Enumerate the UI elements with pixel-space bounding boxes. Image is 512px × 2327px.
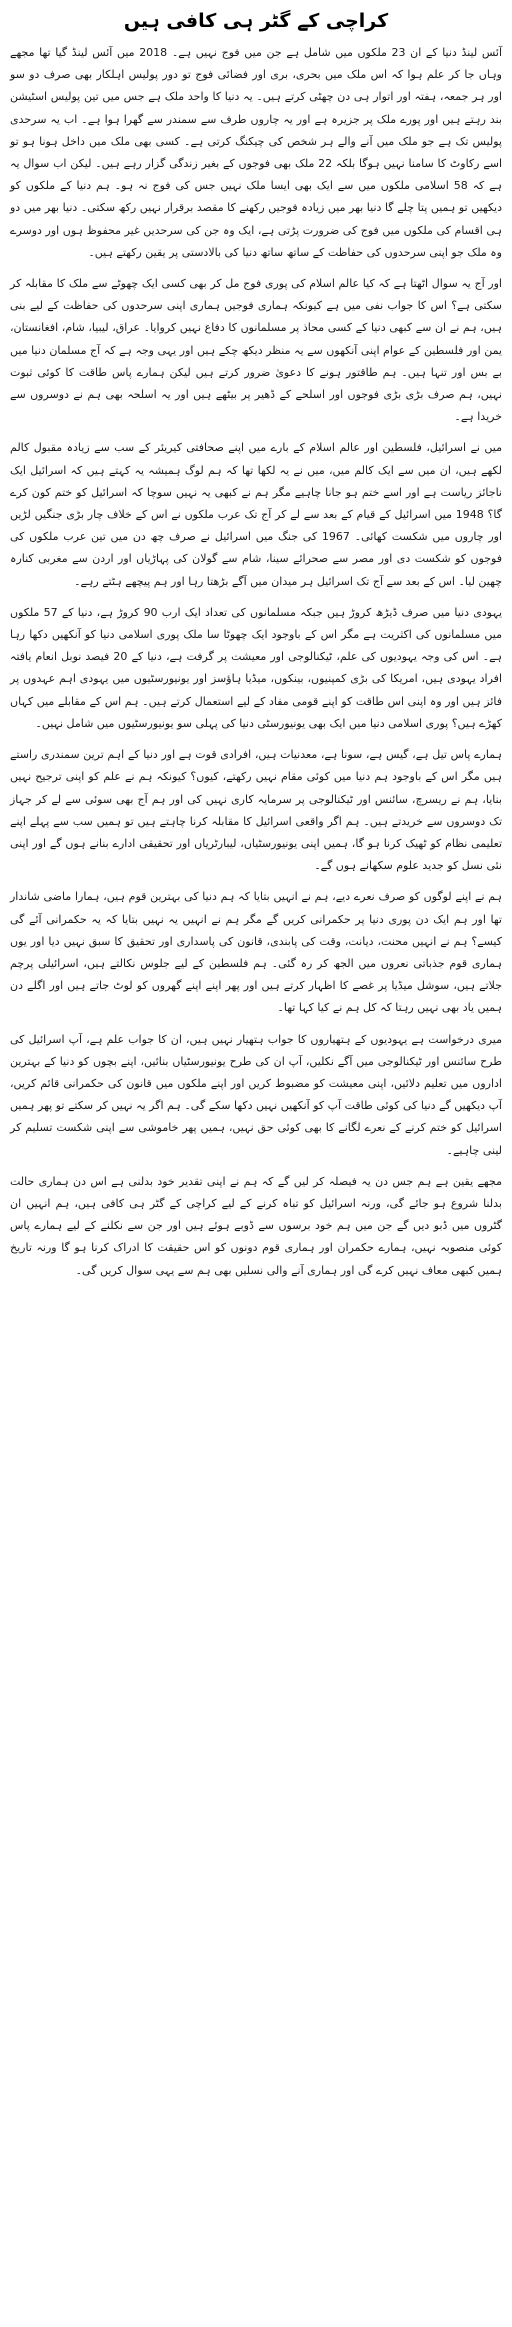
article-title: کراچی کے گٹر ہی کافی ہیں — [123, 10, 389, 32]
article-paragraph-7: میری درخواست ہے یہودیوں کے ہتھیاروں کا جواب ہتھیار نہیں ہیں، ان کا جواب علم ہے، آپ اسرائیل کی طرح سائنس اور ٹیکنالوجی میں آگے نکلیں، آپ ان کی طرح یونیورسٹیاں بنائیں، اپنے بچوں کو دنیا کے بہترین اداروں میں تعلیم دلائیں، اپنی معیشت کو مضبوط کریں اور اپنے ملکوں میں قانون کی حکمرانی قائم کریں، آپ دیکھیں گے دنیا کی کوئی طاقت آپ کو آنکھیں نہیں دکھا سکے گی۔ ہم اگر یہ نہیں کر سکتے تو پھر ہمیں اسرائیل کو ختم کرنے کے نعرے لگانے کا بھی کوئی حق نہیں، ہمیں پھر خاموشی سے اپنی شکست تسلیم کر لینی چاہیے۔ — [10, 1032, 502, 1157]
article-paragraph-3: میں نے اسرائیل، فلسطین اور عالم اسلام کے بارے میں اپنے صحافتی کیریئر کے سب سے زیادہ مقبول کالم لکھے ہیں، ان میں سے ایک کالم میں، میں نے یہ لکھا تھا کہ ہم لوگ ہمیشہ یہ کہتے ہیں کہ اسرائیل ایک ناجائز ریاست ہے اور اسے ختم ہو جانا چاہیے مگر ہم نے کبھی یہ نہیں سوچا کہ اسرائیل کو ختم کون کرے گا؟ 1948 میں اسرائیل کے قیام کے بعد سے لے کر آج تک عرب ملکوں نے اس کے خلاف چار بڑی جنگیں لڑیں اور چاروں میں شکست کھائی۔ 1967 کی جنگ میں اسرائیل نے صرف چھ دن میں تین عرب ملکوں کی فوجوں کو شکست دی اور مصر سے صحرائے سینا، شام سے گولان کی پہاڑیاں اور اردن سے مغربی کنارہ چھین لیا۔ اس کے بعد سے آج تک اسرائیل ہر میدان میں آگے بڑھتا رہا اور ہم پیچھے ہٹتے رہے۔ — [10, 441, 503, 588]
article-paragraph-4: یہودی دنیا میں صرف ڈیڑھ کروڑ ہیں جبکہ مسلمانوں کی تعداد ایک ارب 90 کروڑ ہے، دنیا کے 57 ملکوں میں مسلمانوں کی اکثریت ہے مگر اس کے باوجود ایک چھوٹا سا ملک پوری اسلامی دنیا کو آنکھیں دکھا رہا ہے۔ اس کی وجہ یہودیوں کی علم، ٹیکنالوجی اور معیشت پر گرفت ہے، دنیا کے 20 فیصد نوبل انعام یافتہ افراد یہودی ہیں، امریکا کی بڑی کمپنیوں، بینکوں، میڈیا ہاؤسز اور یونیورسٹیوں میں یہودی اہم عہدوں پر فائز ہیں اور وہ اپنی اس طاقت کو اپنے قومی مفاد کے لیے استعمال کرتے ہیں۔ ہم اس کے مقابلے میں کہاں کھڑے ہیں؟ پوری اسلامی دنیا میں ایک بھی یونیورسٹی دنیا کی پہلی سو یونیورسٹیوں میں شامل نہیں۔ — [10, 605, 503, 730]
article-paragraph-5: ہمارے پاس تیل ہے، گیس ہے، سونا ہے، معدنیات ہیں، افرادی قوت ہے اور دنیا کے اہم ترین سمندری راستے ہیں مگر اس کے باوجود ہم دنیا میں کوئی مقام نہیں رکھتے، کیوں؟ کیونکہ ہم نے علم کو اپنی ترجیح نہیں بنایا، ہم نے ریسرچ، سائنس اور ٹیکنالوجی پر سرمایہ کاری نہیں کی اور ہم آج بھی سوئی سے لے کر جہاز تک دوسروں سے خریدتے ہیں۔ ہم اگر واقعی اسرائیل کا مقابلہ کرنا چاہتے ہیں تو ہمیں سب سے پہلے اپنے تعلیمی نظام کو ٹھیک کرنا ہو گا، ہمیں اپنی یونیورسٹیاں، لیبارٹریاں اور تحقیقی ادارے بنانے ہوں گے اور اپنی نئی نسل کو جدید علوم سکھانے ہوں گے۔ — [10, 748, 502, 873]
article-paragraph-2: اور آج یہ سوال اٹھتا ہے کہ کیا عالم اسلام کی پوری فوج مل کر بھی کسی ایک چھوٹے سے ملک کا مقابلہ کر سکتی ہے؟ اس کا جواب نفی میں ہے کیونکہ ہماری فوجیں ہماری اپنی سرحدوں کی حفاظت کے لیے بنی ہیں، ہم نے ان سے کبھی دنیا کے کسی محاذ پر مسلمانوں کا دفاع نہیں کروایا۔ عراق، لیبیا، شام، افغانستان، یمن اور فلسطین کے عوام اپنی آنکھوں سے یہ منظر دیکھ چکے ہیں اور یہی وجہ ہے کہ آج مسلمان دنیا میں بے بس اور تنہا ہیں۔ ہم طاقتور ہونے کا دعویٰ ضرور کرتے ہیں لیکن ہمارے پاس طاقت کا کوئی ثبوت نہیں، ہم صرف بڑی بڑی فوجوں اور اسلحے کے ڈھیر پر بیٹھے ہیں اور یہ اسلحہ بھی ہم نے دوسروں سے خریدا ہے۔ — [10, 277, 502, 424]
article-body — [10, 42, 502, 1282]
article-paragraph-6: ہم نے اپنے لوگوں کو صرف نعرے دیے، ہم نے انہیں بتایا کہ ہم دنیا کی بہترین قوم ہیں، ہمارا ماضی شاندار تھا اور ہم ایک دن پوری دنیا پر حکمرانی کریں گے مگر ہم نے انہیں یہ نہیں بتایا کہ یہ حکمرانی آئے گی کیسے؟ ہم نے انہیں محنت، دیانت، وقت کی پابندی، قانون کی پاسداری اور تحقیق کا سبق نہیں دیا اور یوں ہماری قوم جذباتی نعروں میں الجھ کر رہ گئی۔ ہم فلسطین کے لیے جلوس نکالتے ہیں، اسرائیلی پرچم جلاتے ہیں، سوشل میڈیا پر غصے کا اظہار کرتے ہیں اور پھر اپنے اپنے گھروں کو لوٹ جاتے ہیں اور اگلے دن ہمیں یاد بھی نہیں رہتا کہ کل ہم نے کیا کہا تھا۔ — [10, 890, 502, 1015]
article-paragraph-8: مجھے یقین ہے ہم جس دن یہ فیصلہ کر لیں گے کہ ہم نے اپنی تقدیر خود بدلنی ہے اس دن ہماری حالت بدلنا شروع ہو جائے گی، ورنہ اسرائیل کو تباہ کرنے کے لیے کراچی کے گٹر ہی کافی ہیں، ہم انہیں ان گٹروں میں ڈبو دیں گے جن میں ہم خود برسوں سے ڈوبے ہوئے ہیں اور جن سے نکلنے کے لیے ہمارے پاس کوئی منصوبہ نہیں، ہمارے حکمران اور ہماری قوم دونوں کو اس حقیقت کا ادراک کرنا ہو گا ورنہ تاریخ ہمیں کبھی معاف نہیں کرے گی اور ہماری آنے والی نسلیں بھی ہم سے یہی سوال کریں گی۔ — [10, 1174, 502, 1277]
article-paragraph-1: آئس لینڈ دنیا کے ان 23 ملکوں میں شامل ہے جن میں فوج نہیں ہے۔ 2018 میں آئس لینڈ گیا تھا مجھے وہاں جا کر علم ہوا کہ اس ملک میں بحری، بری اور فضائی فوج تو دور پولیس اہلکار بھی صرف دو سو اور ہر جمعہ، ہفتہ اور اتوار ہی دن چھٹی کرتے ہیں۔ یہ دنیا کا واحد ملک ہے جس میں تین پولیس اسٹیشن بند رہتے ہیں اور پورے ملک پر جزیرہ ہے اور یہ چاروں طرف سے سمندر سے گھرا ہوا ہے۔ اب یہ سرحدی پولیس تک ہے جو ملک میں آنے والے ہر شخص کی چیکنگ کرتی ہے۔ کسی بھی ملک میں داخل ہونا ہو تو اسے رکاوٹ کا سامنا نہیں ہوگا بلکہ 22 ملک بھی فوجوں کے بغیر زندگی گزار رہے ہیں۔ لیکن اب سوال یہ ہے کہ 58 اسلامی ملکوں میں سے ایک بھی ایسا ملک نہیں جس کی فوج نہ ہو۔ ہم دنیا کے ملکوں کو دیکھیں تو ہمیں پتا چلے گا دنیا بھر میں زیادہ فوجیں رکھنے کا مقصد برقرار نہیں رکھ سکتی۔ دنیا بھر میں دو ہی اقسام کی ملکوں میں فوج کی ضرورت پڑتی ہے، ایک وہ جن کی سرحدیں غیر محفوظ ہوں اور دوسرے وہ ملک جو اپنی سرحدوں کی حفاظت کے ساتھ ساتھ دنیا کی بالادستی پر یقین رکھتے ہیں۔ — [10, 46, 502, 259]
